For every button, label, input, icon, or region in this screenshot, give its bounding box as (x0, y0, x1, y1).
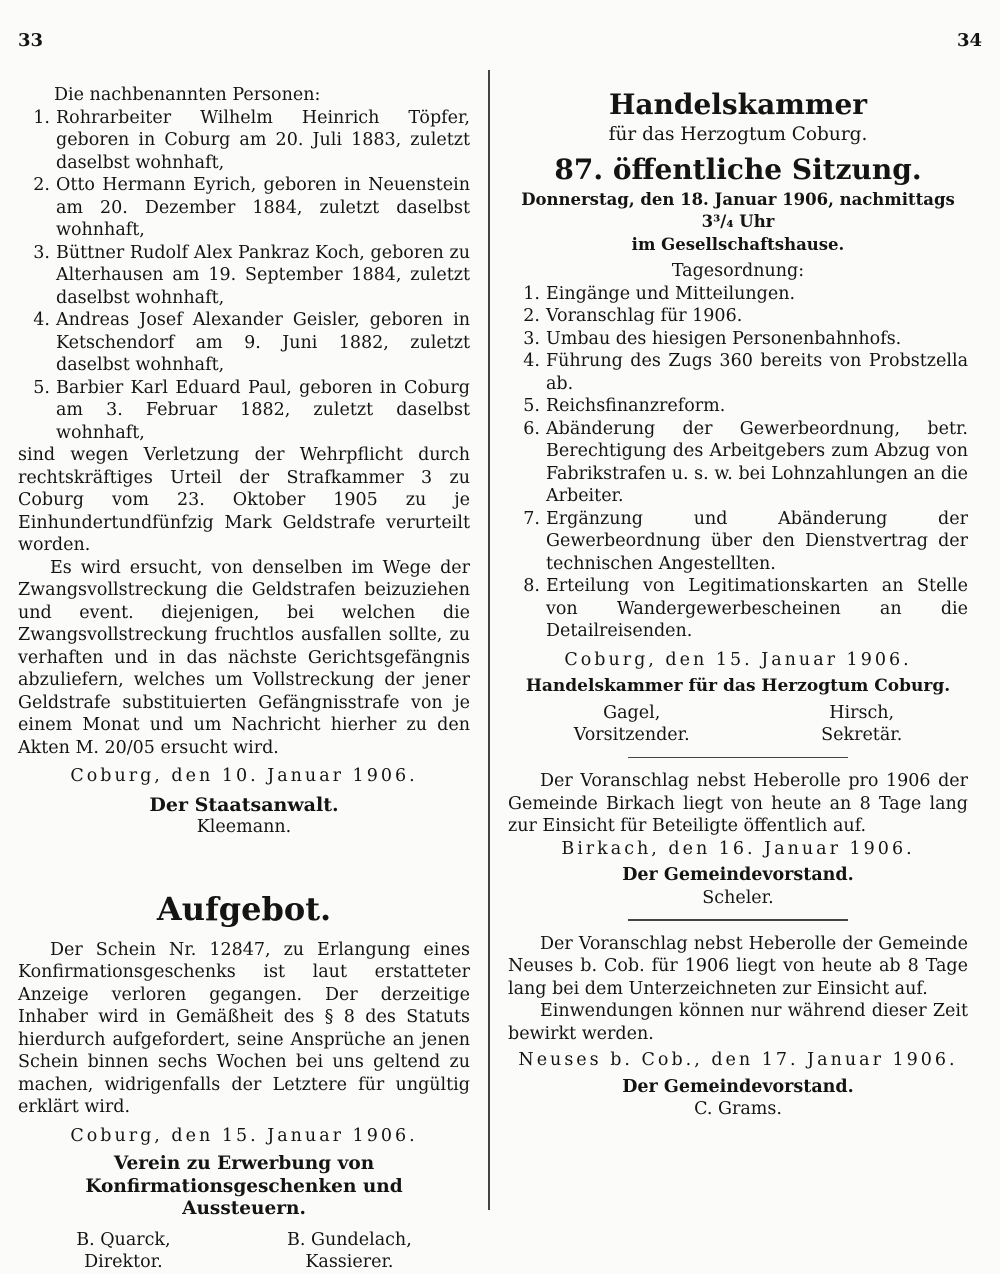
section-divider (628, 919, 848, 921)
agenda-number: 3. (523, 328, 540, 349)
neuses-signer: C. Grams. (694, 1099, 782, 1119)
request-paragraph: Es wird ersucht, von denselben im Wege der Zwangsvollstreckung die Geldstrafen beizuziehen und event. diejenigen, bei welchen die Zwangsvollstreckung fruchtlos ausfallen sollte, zu verhaften und in das nächste Gerichtsgefängnis abzuliefern, welches um Vollstreckung der jener Geldstrafe substituierten Gefängnisstrafe von je einem Monat und um Nachricht hierher zu den Akten M. 20/05 ersucht wird. (18, 557, 470, 758)
agenda-text: Reichsfinanzreform. (546, 396, 726, 416)
signer: Kleemann. (196, 817, 292, 837)
agenda-text: Führung des Zugs 360 bereits von Probstzella ab. (546, 351, 968, 394)
chamber-subtitle: für das Herzogtum Coburg. (608, 124, 868, 145)
session-when: Donnerstag, den 18. Januar 1906, nachmittags 3³/₄ Uhr (521, 189, 955, 231)
person-number: 1. (33, 107, 50, 128)
signature-name: B. Gundelach, (287, 1229, 412, 1250)
person-item (18, 107, 470, 175)
chamber-title: Handelskammer (608, 88, 868, 121)
person-number: 2. (33, 175, 50, 195)
authority: Der Staatsanwalt. (149, 793, 339, 816)
signature-name: B. Quarck, (76, 1229, 171, 1250)
agenda-number: 7. (523, 508, 540, 529)
chamber-org: Handelskammer für das Herzogtum Coburg. (525, 676, 951, 696)
person-item (18, 309, 470, 377)
chamber-date: Coburg, den 15. Januar 1906. (564, 649, 912, 670)
agenda-text: Erteilung von Legitimationskarten an Stelle von Wandergewerbescheinen an die Detailreisenden. (546, 576, 968, 641)
signature-role: Kassierer. (305, 1252, 394, 1272)
person-text: Rohrarbeiter Wilhelm Heinrich Töpfer, geboren in Coburg am 20. Juli 1883, zuletzt daselbst wohnhaft, (56, 107, 470, 173)
agenda-item (508, 418, 968, 508)
birkach-paragraph: Der Voranschlag nebst Heberolle pro 1906 der Gemeinde Birkach liegt von heute an 8 Tage lang zur Einsicht für Beteiligte öffentlich auf. (508, 771, 968, 836)
person-text: Otto Hermann Eyrich, geboren in Neuenstein am 20. Dezember 1884, zuletzt daselbst wohnhaft, (56, 175, 470, 240)
signature-name: Gagel, (603, 702, 661, 723)
aufgebot-date: Coburg, den 15. Januar 1906. (70, 1125, 418, 1146)
birkach-authority: Der Gemeindevorstand. (622, 865, 854, 885)
signature-name: Hirsch, (829, 702, 895, 723)
agenda-item (508, 350, 968, 395)
agenda-item (508, 575, 968, 643)
verein-name: Verein zu Erwerbung von Konfirmationsgeschenken und Aussteuern. (85, 1153, 403, 1219)
agenda-item (508, 283, 968, 306)
column-divider (488, 70, 490, 1210)
agenda-item (508, 305, 968, 328)
neuses-paragraph: Der Voranschlag nebst Heberolle der Gemeinde Neuses b. Cob. für 1906 liegt von heute ab 8 Tage lang bei dem Unterzeichneten zur Einsicht auf. (508, 933, 968, 999)
person-text: Büttner Rudolf Alex Pankraz Koch, geboren zu Alterhausen am 19. September 1884, zuletzt daselbst wohnhaft, (56, 242, 470, 308)
place-date: Coburg, den 10. Januar 1906. (70, 766, 418, 786)
agenda-text: Umbau des hiesigen Personenbahnhofs. (546, 328, 902, 349)
aufgebot-title: Aufgebot. (156, 889, 332, 928)
session-title: 87. öffentliche Sitzung. (554, 152, 922, 186)
person-item (18, 174, 470, 242)
signature-role: Sekretär. (821, 725, 903, 745)
signature-role: Direktor. (84, 1252, 163, 1272)
signature-director (76, 1229, 170, 1274)
aufgebot-paragraph: Der Schein Nr. 12847, zu Erlangung eines Konfirmationsgeschenks ist laut erstatteter Anzeige verloren gegangen. Der derzeitige Inhaber wird in Gemäßheit des § 8 des Statuts hierdurch aufgefordert, seine Ansprüche an jenen Schein binnen sechs Wochen bei uns geltend zu machen, widrigenfalls der Letztere für ungültig erklärt wird. (18, 939, 470, 1117)
left-column (18, 84, 470, 1274)
agenda-text: Eingänge und Mitteilungen. (546, 283, 796, 304)
agenda-item (508, 508, 968, 576)
birkach-date: Birkach, den 16. Januar 1906. (561, 838, 915, 859)
right-column (508, 84, 968, 1121)
page-number-right: 34 (956, 30, 982, 51)
signature-secretary (821, 702, 902, 747)
agenda-number: 2. (523, 306, 540, 326)
neuses-authority: Der Gemeindevorstand. (622, 1076, 854, 1097)
person-item (18, 377, 470, 445)
intro-line: Die nachbenannten Personen: (54, 85, 321, 105)
aufgebot-signatures (18, 1229, 470, 1274)
person-number: 3. (33, 242, 50, 263)
signature-role: Vorsitzender. (573, 725, 690, 745)
session-where: im Gesellschaftshause. (631, 234, 845, 254)
person-number: 5. (33, 377, 50, 398)
agenda-text: Voranschlag für 1906. (546, 306, 743, 326)
person-item (18, 242, 470, 310)
agenda-number: 5. (523, 396, 540, 416)
neuses-objection: Einwendungen können nur während dieser Zeit bewirkt werden. (508, 1001, 968, 1044)
chamber-signatures (508, 702, 968, 747)
page-number-left: 33 (18, 30, 44, 51)
signature-chair (574, 702, 690, 747)
agenda-label: Tagesordnung: (671, 261, 805, 281)
agenda-number: 4. (523, 351, 540, 371)
birkach-signer: Scheler. (702, 887, 774, 908)
person-text: Andreas Josef Alexander Geisler, geboren in Ketschendorf am 9. Juni 1882, zuletzt daselbst wohnhaft, (56, 310, 470, 375)
person-text: Barbier Karl Eduard Paul, geboren in Coburg am 3. Februar 1882, zuletzt daselbst wohnhaft, (56, 377, 470, 443)
section-divider (628, 757, 848, 759)
verdict-paragraph: sind wegen Verletzung der Wehrpflicht durch rechtskräftiges Urteil der Strafkammer 3 zu Coburg vom 23. Oktober 1905 zu je Einhundertundfünfzig Mark Geldstrafe verurteilt worden. (18, 445, 470, 555)
agenda-number: 8. (523, 576, 540, 596)
signature-treasurer (287, 1229, 412, 1274)
agenda-number: 1. (523, 283, 540, 304)
person-number: 4. (33, 310, 50, 330)
agenda-item (508, 328, 968, 351)
agenda-text: Ergänzung und Abänderung der Gewerbeordnung über den Dienstvertrag der technischen Angestellten. (546, 508, 968, 574)
agenda-item (508, 395, 968, 418)
agenda-text: Abänderung der Gewerbeordnung, betr. Berechtigung des Arbeitgebers zum Abzug von Fabrikstrafen u. s. w. bei Lohnzahlungen an die Arbeiter. (546, 418, 968, 506)
agenda-number: 6. (523, 418, 540, 439)
neuses-date: Neuses b. Cob., den 17. Januar 1906. (518, 1050, 958, 1070)
